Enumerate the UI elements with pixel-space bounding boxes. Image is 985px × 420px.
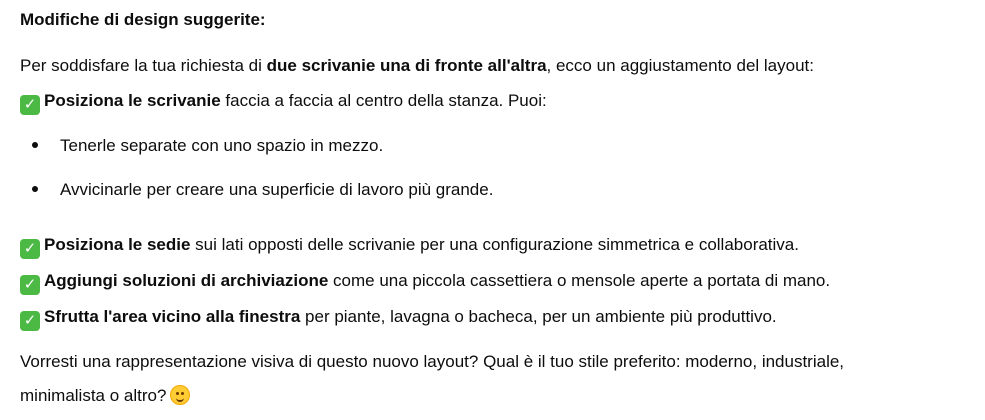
check-item-text: sui lati opposti delle scrivanie per una configurazione simmetrica e collaborativa. xyxy=(190,235,799,254)
check-item-text: come una piccola cassettiera o mensole aperte a portata di mano. xyxy=(328,271,831,290)
check-item-chairs xyxy=(20,233,799,259)
check-item-text: faccia a faccia al centro della stanza. Puoi: xyxy=(220,91,547,110)
list-item-text: Tenerle separate con uno spazio in mezzo. xyxy=(60,136,384,155)
smiling-face-icon xyxy=(170,385,190,405)
intro-text-end: , ecco un aggiustamento del layout: xyxy=(546,56,814,75)
check-item-bold: Aggiungi soluzioni di archiviazione xyxy=(44,271,329,290)
list-item-text: Avvicinarle per creare una superficie di lavoro più grande. xyxy=(60,180,494,199)
list-item xyxy=(32,178,493,202)
check-item-text: per piante, lavagna o bacheca, per un ambiente più produttivo. xyxy=(300,307,777,326)
bullet-icon xyxy=(32,142,38,148)
intro-bold-text: due scrivanie una di fronte all'altra xyxy=(266,56,547,75)
check-item-window xyxy=(20,305,777,331)
check-mark-button-icon: ✓ xyxy=(20,95,40,115)
question-line-1: Vorresti una rappresentazione visiva di questo nuovo layout? Qual è il tuo stile preferito: moderno, industriale, xyxy=(20,352,845,371)
question-text: minimalista o altro? xyxy=(20,386,167,405)
intro-paragraph xyxy=(20,54,814,78)
check-mark-button-icon: ✓ xyxy=(20,239,40,259)
question-line-2 xyxy=(20,384,190,408)
check-item-desks xyxy=(20,89,547,115)
check-item-bold: Posiziona le sedie xyxy=(44,235,191,254)
check-mark-button-icon: ✓ xyxy=(20,311,40,331)
list-item xyxy=(32,134,383,158)
check-mark-button-icon: ✓ xyxy=(20,275,40,295)
intro-text: Per soddisfare la tua richiesta di xyxy=(20,56,267,75)
bullet-icon xyxy=(32,186,38,192)
check-item-storage xyxy=(20,269,830,295)
check-item-bold: Sfrutta l'area vicino alla finestra xyxy=(44,307,301,326)
check-item-bold: Posiziona le scrivanie xyxy=(44,91,221,110)
message-heading: Modifiche di design suggerite: xyxy=(20,10,266,29)
